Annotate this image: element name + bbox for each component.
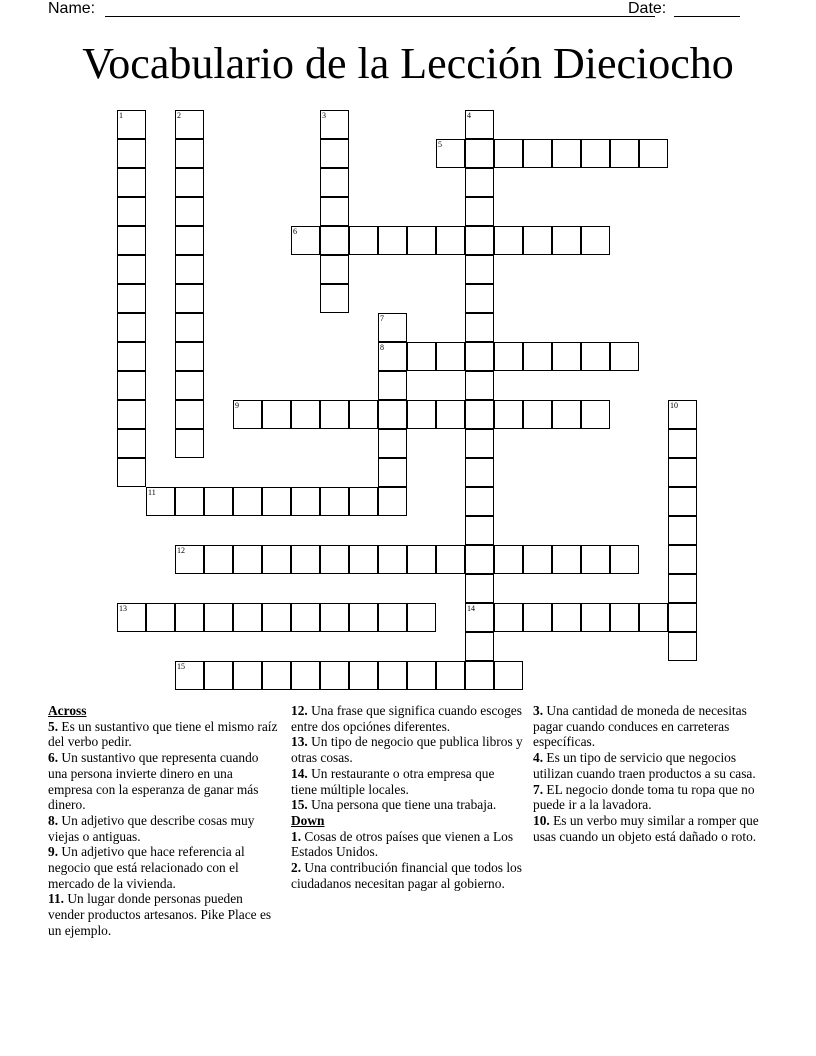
grid-cell[interactable] xyxy=(291,226,320,255)
grid-cell[interactable] xyxy=(552,342,581,371)
grid-cell[interactable] xyxy=(465,255,494,284)
grid-cell[interactable] xyxy=(378,458,407,487)
clue-number: 5 xyxy=(438,140,442,149)
clue-number: 6 xyxy=(293,227,297,236)
grid-cell[interactable] xyxy=(291,487,320,516)
grid-cell[interactable] xyxy=(523,139,552,168)
clue-down-7: 7. EL negocio donde toma tu ropa que no puede ir a la lavadora. xyxy=(533,781,755,813)
grid-cell[interactable] xyxy=(175,487,204,516)
grid-cell[interactable] xyxy=(378,371,407,400)
grid-cell[interactable] xyxy=(175,284,204,313)
grid-cell[interactable] xyxy=(117,313,146,342)
grid-cell[interactable] xyxy=(175,226,204,255)
grid-cell[interactable] xyxy=(523,400,552,429)
grid-cell[interactable] xyxy=(262,487,291,516)
clue-across-6: 6. Un sustantivo que representa cuando una persona invierte dinero en una empresa con la esperanza de ganar más dinero. xyxy=(48,750,259,813)
grid-cell[interactable] xyxy=(407,400,436,429)
grid-cell[interactable] xyxy=(320,400,349,429)
clue-across-9: 9. Un adjetivo que hace referencia al negocio que está relacionado con el mercado de la vivienda. xyxy=(48,844,245,891)
grid-cell[interactable] xyxy=(668,429,697,458)
grid-cell[interactable] xyxy=(436,139,465,168)
clue-number: 15 xyxy=(177,662,185,671)
grid-cell[interactable] xyxy=(204,661,233,690)
grid-cell[interactable] xyxy=(407,226,436,255)
clue-across-5: 5. Es un sustantivo que tiene el mismo raíz del verbo pedir. xyxy=(48,718,278,750)
grid-cell[interactable] xyxy=(349,603,378,632)
grid-cell[interactable] xyxy=(523,545,552,574)
grid-cell[interactable] xyxy=(320,139,349,168)
grid-cell[interactable] xyxy=(668,487,697,516)
grid-cell[interactable] xyxy=(175,661,204,690)
grid-cell[interactable] xyxy=(175,197,204,226)
clue-number: 9 xyxy=(235,401,239,410)
grid-cell[interactable] xyxy=(436,342,465,371)
clue-across-14: 14. Un restaurante o otra empresa que tiene múltiple locales. xyxy=(291,765,495,797)
grid-cell[interactable] xyxy=(378,603,407,632)
clue-across-13: 13. Un tipo de negocio que publica libros y otras cosas. xyxy=(291,734,523,766)
grid-cell[interactable] xyxy=(262,545,291,574)
grid-cell[interactable] xyxy=(117,458,146,487)
grid-cell[interactable] xyxy=(465,342,494,371)
grid-cell[interactable] xyxy=(494,545,523,574)
grid-cell[interactable] xyxy=(494,603,523,632)
grid-cell[interactable] xyxy=(494,661,523,690)
grid-cell[interactable] xyxy=(117,371,146,400)
grid-cell[interactable] xyxy=(523,342,552,371)
grid-cell[interactable] xyxy=(436,545,465,574)
grid-cell[interactable] xyxy=(465,371,494,400)
grid-cell[interactable] xyxy=(117,342,146,371)
grid-cell[interactable] xyxy=(146,487,175,516)
grid-cell[interactable] xyxy=(668,400,697,429)
grid-cell[interactable] xyxy=(465,313,494,342)
grid-cell[interactable] xyxy=(117,197,146,226)
grid-cell[interactable] xyxy=(378,429,407,458)
grid-cell[interactable] xyxy=(523,603,552,632)
grid-cell[interactable] xyxy=(233,400,262,429)
grid-cell[interactable] xyxy=(668,603,697,632)
grid-cell[interactable] xyxy=(436,226,465,255)
grid-cell[interactable] xyxy=(291,603,320,632)
clue-down-1: 1. Cosas de otros países que vienen a Los Estados Unidos. xyxy=(291,828,514,860)
grid-cell[interactable] xyxy=(639,603,668,632)
grid-cell[interactable] xyxy=(378,545,407,574)
page-title: Vocabulario de la Lección Dieciocho xyxy=(82,39,734,88)
grid-cell[interactable] xyxy=(175,255,204,284)
grid-cell[interactable] xyxy=(523,226,552,255)
grid-cell[interactable] xyxy=(146,603,175,632)
down-heading: Down xyxy=(291,812,325,828)
grid-cell[interactable] xyxy=(320,284,349,313)
grid-cell[interactable] xyxy=(320,487,349,516)
grid-cell[interactable] xyxy=(494,400,523,429)
grid-cell[interactable] xyxy=(378,313,407,342)
clue-across-11: 11. Un lugar donde personas pueden vender productos artesanos. Pike Place es un ejemplo. xyxy=(48,891,272,938)
grid-cell[interactable] xyxy=(465,139,494,168)
grid-cell[interactable] xyxy=(552,139,581,168)
clue-down-2: 2. Una contribución financial que todos los ciudadanos necesitan pagar al gobierno. xyxy=(291,860,522,891)
grid-cell[interactable] xyxy=(117,139,146,168)
grid-cell[interactable] xyxy=(552,603,581,632)
grid-cell[interactable] xyxy=(175,110,204,139)
grid-cell[interactable] xyxy=(175,168,204,197)
grid-cell[interactable] xyxy=(581,342,610,371)
grid-cell[interactable] xyxy=(668,516,697,545)
grid-cell[interactable] xyxy=(465,545,494,574)
grid-cell[interactable] xyxy=(117,226,146,255)
grid-cell[interactable] xyxy=(262,400,291,429)
grid-cell[interactable] xyxy=(407,545,436,574)
grid-cell[interactable] xyxy=(668,574,697,603)
clues-column-3 xyxy=(533,703,765,844)
grid-cell[interactable] xyxy=(668,458,697,487)
clue-down-3: 3. Una cantidad de moneda de necesitas pagar cuando conduces en carreteras específicas. xyxy=(533,703,747,750)
clue-number: 8 xyxy=(380,343,384,352)
grid-cell[interactable] xyxy=(204,603,233,632)
grid-cell[interactable] xyxy=(320,168,349,197)
grid-cell[interactable] xyxy=(610,603,639,632)
grid-cell[interactable] xyxy=(320,603,349,632)
grid-cell[interactable] xyxy=(465,197,494,226)
clue-number: 4 xyxy=(467,111,471,120)
grid-cell[interactable] xyxy=(581,139,610,168)
grid-cell[interactable] xyxy=(465,516,494,545)
grid-cell[interactable] xyxy=(175,313,204,342)
grid-cell[interactable] xyxy=(117,255,146,284)
grid-cell[interactable] xyxy=(465,429,494,458)
grid-cell[interactable] xyxy=(465,458,494,487)
clues-column-1 xyxy=(48,703,280,939)
clue-number: 2 xyxy=(177,111,181,120)
grid-cell[interactable] xyxy=(349,661,378,690)
clue-number: 11 xyxy=(148,488,156,497)
grid-cell[interactable] xyxy=(291,545,320,574)
grid-cell[interactable] xyxy=(465,400,494,429)
grid-cell[interactable] xyxy=(465,110,494,139)
grid-cell[interactable] xyxy=(175,342,204,371)
grid-cell[interactable] xyxy=(117,429,146,458)
clue-number: 14 xyxy=(467,604,475,613)
grid-cell[interactable] xyxy=(378,661,407,690)
grid-cell[interactable] xyxy=(117,110,146,139)
grid-cell[interactable] xyxy=(233,661,262,690)
grid-cell[interactable] xyxy=(494,342,523,371)
grid-cell[interactable] xyxy=(117,168,146,197)
grid-cell[interactable] xyxy=(581,545,610,574)
grid-cell[interactable] xyxy=(552,226,581,255)
clue-number: 10 xyxy=(670,401,678,410)
grid-cell[interactable] xyxy=(581,400,610,429)
grid-cell[interactable] xyxy=(465,574,494,603)
grid-cell[interactable] xyxy=(378,487,407,516)
grid-cell[interactable] xyxy=(175,400,204,429)
grid-cell[interactable] xyxy=(407,603,436,632)
grid-cell[interactable] xyxy=(233,487,262,516)
clue-across-15: 15. Una persona que tiene una trabaja. xyxy=(291,797,497,813)
grid-cell[interactable] xyxy=(436,661,465,690)
grid-cell[interactable] xyxy=(407,342,436,371)
grid-cell[interactable] xyxy=(175,603,204,632)
grid-cell[interactable] xyxy=(291,661,320,690)
grid-cell[interactable] xyxy=(175,429,204,458)
grid-cell[interactable] xyxy=(436,400,465,429)
grid-cell[interactable] xyxy=(175,371,204,400)
grid-cell[interactable] xyxy=(668,545,697,574)
grid-cell[interactable] xyxy=(349,226,378,255)
grid-cell[interactable] xyxy=(117,603,146,632)
grid-cell[interactable] xyxy=(610,139,639,168)
grid-cell[interactable] xyxy=(378,400,407,429)
grid-cell[interactable] xyxy=(204,487,233,516)
grid-cell[interactable] xyxy=(349,487,378,516)
clue-across-12: 12. Una frase que significa cuando escoges entre dos opciónes diferentes. xyxy=(291,703,522,734)
name-label: Name: xyxy=(48,0,96,17)
across-heading: Across xyxy=(48,703,87,718)
grid-cell[interactable] xyxy=(581,226,610,255)
grid-cell[interactable] xyxy=(407,661,436,690)
grid-cell[interactable] xyxy=(117,400,146,429)
grid-cell[interactable] xyxy=(233,545,262,574)
grid-cell[interactable] xyxy=(552,400,581,429)
clue-across-8: 8. Un adjetivo que describe cosas muy viejas o antiguas. xyxy=(48,812,255,844)
grid-cell[interactable] xyxy=(552,545,581,574)
clues-column-2 xyxy=(291,703,523,891)
grid-cell[interactable] xyxy=(320,661,349,690)
grid-cell[interactable] xyxy=(465,487,494,516)
grid-cell[interactable] xyxy=(378,342,407,371)
grid-cell[interactable] xyxy=(262,603,291,632)
date-label: Date: xyxy=(628,0,667,17)
grid-cell[interactable] xyxy=(320,255,349,284)
grid-cell[interactable] xyxy=(378,226,407,255)
clue-down-10: 10. Es un verbo muy similar a romper que usas cuando un objeto está dañado o roto. xyxy=(533,812,759,844)
grid-cell[interactable] xyxy=(349,400,378,429)
grid-cell[interactable] xyxy=(320,110,349,139)
grid-cell[interactable] xyxy=(320,197,349,226)
grid-cell[interactable] xyxy=(610,342,639,371)
grid-cell[interactable] xyxy=(320,545,349,574)
grid-cell[interactable] xyxy=(465,168,494,197)
grid-cell[interactable] xyxy=(349,545,378,574)
clue-number: 7 xyxy=(380,314,384,323)
grid-cell[interactable] xyxy=(581,603,610,632)
grid-cell[interactable] xyxy=(668,632,697,661)
grid-cell[interactable] xyxy=(262,661,291,690)
grid-cell[interactable] xyxy=(465,632,494,661)
grid-cell[interactable] xyxy=(233,603,262,632)
grid-cell[interactable] xyxy=(610,545,639,574)
clue-down-4: 4. Es un tipo de servicio que negocios utilizan cuando traen productos a su casa. xyxy=(533,750,756,781)
grid-cell[interactable] xyxy=(639,139,668,168)
grid-cell[interactable] xyxy=(494,139,523,168)
grid-cell[interactable] xyxy=(204,545,233,574)
grid-cell[interactable] xyxy=(465,226,494,255)
grid-cell[interactable] xyxy=(465,661,494,690)
grid-cell[interactable] xyxy=(175,545,204,574)
clue-number: 1 xyxy=(119,111,123,120)
grid-cell[interactable] xyxy=(320,226,349,255)
clue-number: 12 xyxy=(177,546,185,555)
grid-cell[interactable] xyxy=(117,284,146,313)
clue-number: 13 xyxy=(119,604,127,613)
grid-cell[interactable] xyxy=(291,400,320,429)
clue-number: 3 xyxy=(322,111,326,120)
grid-cell[interactable] xyxy=(465,603,494,632)
grid-cell[interactable] xyxy=(175,139,204,168)
grid-cell[interactable] xyxy=(494,226,523,255)
grid-cell[interactable] xyxy=(465,284,494,313)
